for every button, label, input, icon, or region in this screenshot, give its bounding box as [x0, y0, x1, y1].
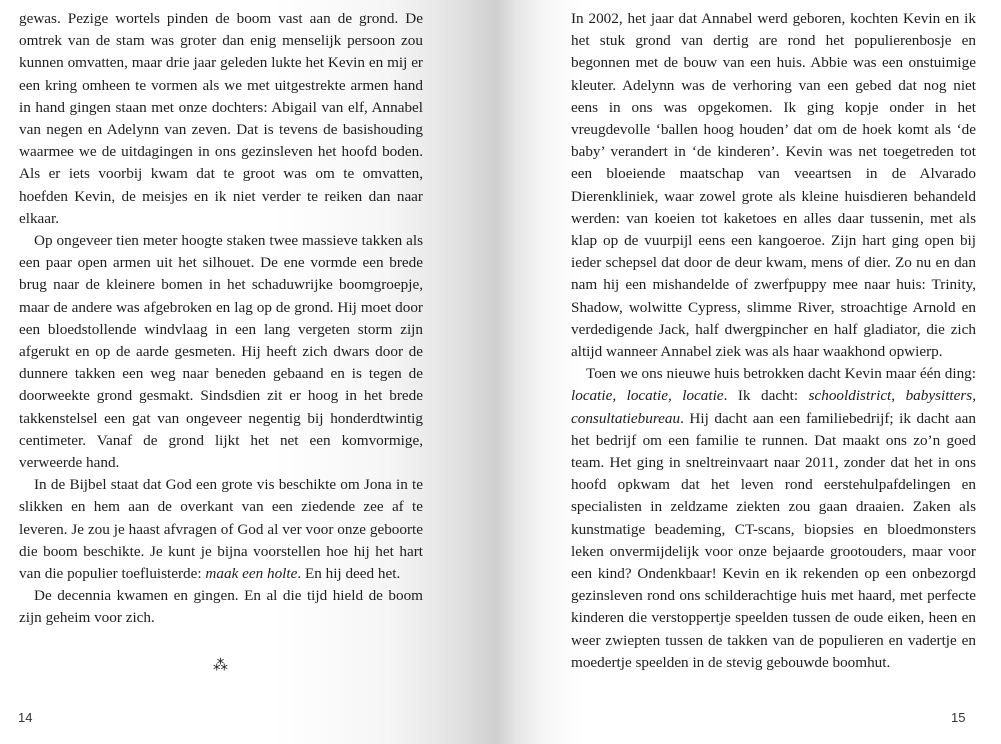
left-page — [0, 0, 496, 744]
right-page — [496, 0, 1001, 744]
paragraph-text: Toen we ons nieuwe huis betrokken dacht Kevin maar één ding: — [586, 365, 976, 383]
paragraph — [19, 474, 423, 585]
left-page-text — [19, 8, 423, 630]
paragraph — [571, 363, 976, 674]
italic-phrase: schooldistrict, babysitters, consultatiebureau — [571, 387, 977, 427]
italic-phrase: maak een holte — [205, 565, 298, 583]
italic-phrase: locatie, locatie, locatie — [571, 387, 724, 405]
section-break-ornament: ⁂ — [213, 656, 229, 674]
paragraph: In 2002, het jaar dat Annabel werd geboren, kochten Kevin en ik het stuk grond van dertig are rond het populierenbosje en begonnen met de bouw van een huis. Abbie was een onstuimige kleuter. Adelynn was de verhoring van een gebed dat nog niet eens in ons was opgekomen. Ik ging kopje onder in het vreugdevolle ‘ballen hoog houden’ dat om de hoek komt als ‘de baby’ verandert in ‘de kinderen’. Kevin was net toegetreden tot een bloeiende maatschap van veeartsen in de Alvarado Dierenkliniek, waar zowel grote als kleine huisdieren behandeld werden: van koeien tot kaketoes en alles daar tussenin, met als klap op de vuurpijl eens een kangoeroe. Zijn hart ging open bij ieder schepsel dat door de deur kwam, mens of dier. Zo nu en dan nam hij een mishandelde of zwerfpuppy mee naar huis: Trinity, Shadow, wolwitte Cypress, slimme River, stroachtige Arnold en verdedigende Jack, half dwergpincher en half gladiator, die zich altijd wanneer Annabel ziek was als haar waakhond opwierp. — [571, 10, 976, 361]
page-number: 14 — [18, 710, 33, 725]
paragraph-text: . En hij deed het. — [297, 565, 401, 583]
paragraph: gewas. Pezige wortels pinden de boom vast aan de grond. De omtrek van de stam was groter dan enig menselijk persoon zou kunnen omvatten, maar drie jaar geleden lukte het Kevin en mij er een kring omheen te vormen als we met uitgestrekte armen hand in hand gingen staan met onze dochters: Abigail van elf, Annabel van negen en Adelynn van zeven. Dat is tevens de basishouding waarmee we de uitdagingen in ons gezinsleven het hoofd boden. Als er iets voorbij kwam dat te groot was om te omvatten, hoefden Kevin, de meisjes en ik niet verder te reiken dan naar elkaar. — [19, 10, 423, 227]
paragraph: De decennia kwamen en gingen. En al die tijd hield de boom zijn geheim voor zich. — [19, 587, 423, 627]
paragraph-text: . Ik dacht: — [723, 387, 809, 405]
paragraph: Op ongeveer tien meter hoogte staken twee massieve takken als een paar open armen uit het silhouet. De ene vormde een brede brug naar de kleinere bomen in het schaduwrijke boomgroepje, maar de andere was afgebroken en lag op de grond. Hij moet door een bloedstollende windvlaag in een lang vergeten storm zijn afgerukt en op de aarde gesmeten. Hij heeft zich dwars door de dunnere takken een weg naar beneden gebaand en is tegen de doorweekte grond gesmakt. Sindsdien zit er hoog in het brede takkenstelsel een gat van ongeveer negentig bij honderdtwintig centimeter. Vanaf de grond lijkt het net een komvormige, verweerde hand. — [19, 232, 423, 472]
page-number: 15 — [951, 710, 966, 725]
paragraph-text: . Hij dacht aan een familiebedrijf; ik dacht aan het bedrijf om een familie te runnen. Dat maakt ons zo’n goed team. Het ging in sneltreinvaart naar 2011, zonder dat het in ons hoofd opkwam dat het leven rond eerstehulpafdelingen en specialisten in zeldzame ziekten zou gaan draaien. Zaken als kunstmatige beademing, CT-scans, biopsies en bloedmonsters leken onvermijdelijk voor onze bejaarde grootouders, maar voor een kind? Ondenkbaar! Kevin en ik rekenden op een onbezorgd gezinsleven rond ons schilderachtige huis met haard, met perfecte kinderen die verstoppertje speelden tussen de oude eiken, heen en weer zwiepten tussen de takken van de populieren en vadertje en moedertje speelden in de stevig gebouwde boomhut. — [571, 409, 976, 671]
right-page-text — [571, 8, 976, 674]
paragraph-text: In de Bijbel staat dat God een grote vis beschikte om Jona in te slikken en hem aan de overkant van een ziedende zee af te leveren. Je zou je haast afvragen of God al ver voor onze geboorte die boom beschikte. Je kunt je bijna voorstellen hoe hij het hart van die populier toefluisterde: — [19, 476, 423, 583]
